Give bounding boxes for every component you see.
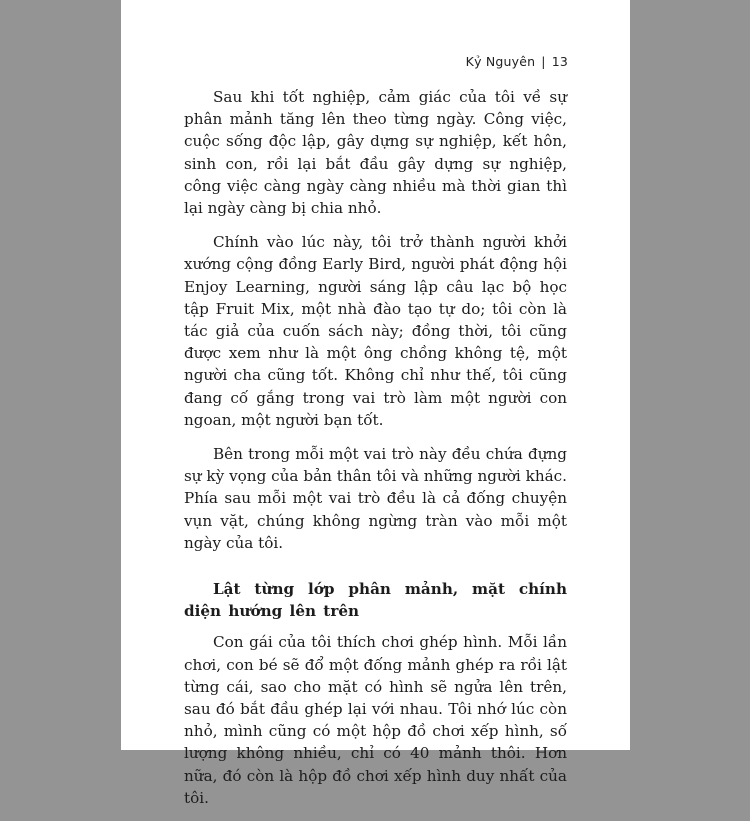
page-number: 13 bbox=[551, 54, 568, 69]
paragraph-2: Chính vào lúc này, tôi trở thành người khởi xướng cộng đồng Early Bird, người phát động hội Enjoy Learning, người sáng lập câu lạc bộ học tập Fruit Mix, một nhà đào tạo tự do; tôi còn là tác giả của cuốn sách này; đồng thời, tôi cũng được xem như là một ông chồng không tệ, một người cha cũng tốt. Không chỉ như thế, tôi cũng đang cố gắng trong vai trò làm một người con ngoan, một người bạn tốt. bbox=[184, 233, 567, 429]
section-paragraph: Con gái của tôi thích chơi ghép hình. Mỗi lần chơi, con bé sẽ đổ một đống mảnh ghép ra rồi lật từng cái, sao cho mặt có hình sẽ ngửa lên trên, sau đó bắt đầu ghép lại với nhau. Tôi nhớ lúc còn nhỏ, mình cũng có một hộp đồ chơi xếp hình, số lượng không nhiều, chỉ có 40 mảnh thôi. Hơn nữa, đó còn là hộp đồ chơi xếp hình duy nhất của tôi. bbox=[184, 633, 567, 807]
page-body bbox=[184, 86, 567, 821]
chapter-title: Kỷ Nguyên bbox=[465, 54, 536, 69]
section-heading: Lật từng lớp phân mảnh, mặt chính diện hướng lên trên bbox=[184, 580, 567, 621]
paragraph-1: Sau khi tốt nghiệp, cảm giác của tôi về sự phân mảnh tăng lên theo từng ngày. Công việc, cuộc sống độc lập, gây dựng sự nghiệp, kết hôn, sinh con, rồi lại bắt đầu gây dựng sự nghiệp, công việc càng ngày càng nhiều mà thời gian thì lại ngày càng bị chia nhỏ. bbox=[184, 88, 567, 218]
running-header bbox=[466, 54, 568, 69]
book-page bbox=[121, 0, 630, 807]
header-separator: | bbox=[541, 54, 546, 69]
paragraph-3: Bên trong mỗi một vai trò này đều chứa đựng sự kỳ vọng của bản thân tôi và những người khác. Phía sau mỗi một vai trò đều là cả đống chuyện vụn vặt, chúng không ngừng tràn vào mỗi một ngày của tôi. bbox=[184, 445, 567, 552]
